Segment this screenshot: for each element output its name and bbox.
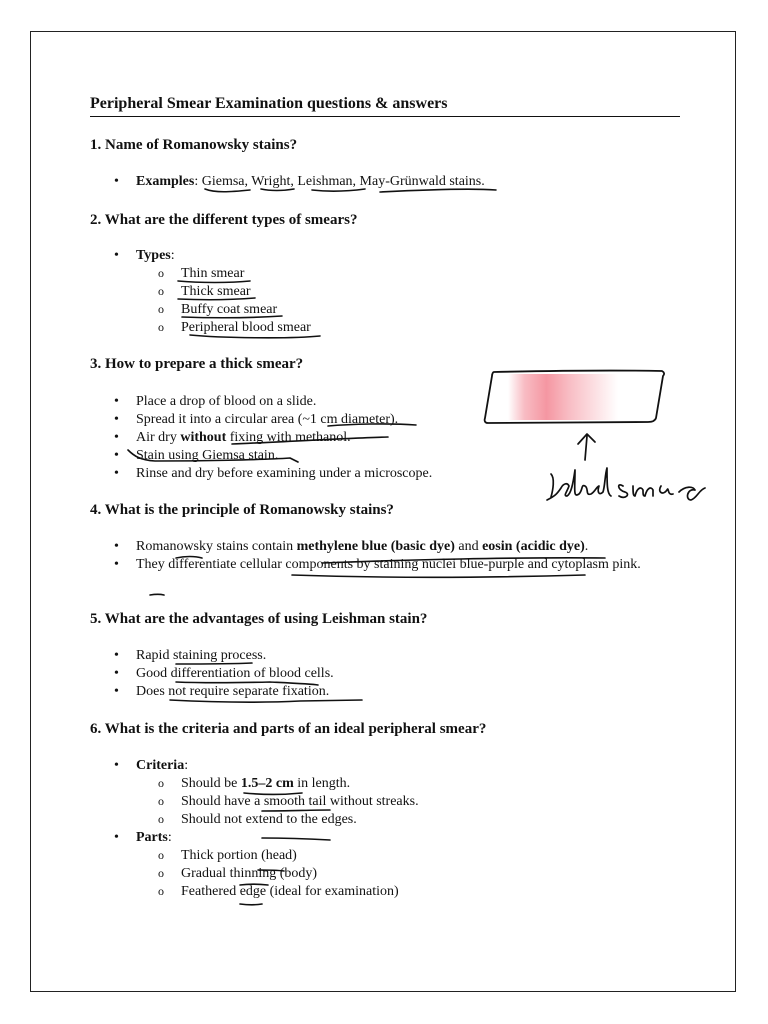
smear-types-list: [136, 265, 311, 337]
handwritten-smear: [619, 485, 705, 500]
list-item: • Stain using Giemsa stain.: [90, 447, 432, 465]
question-4-heading: 4. What is the principle of Romanowsky stains?: [90, 502, 394, 518]
document-body: [90, 94, 680, 899]
list-item: o Should be 1.5–2 cm in length.: [136, 775, 419, 793]
question-6-list: [90, 757, 419, 901]
criteria-list: [136, 775, 419, 829]
list-item: • Spread it into a circular area (~1 cm diameter).: [90, 411, 432, 429]
question-6-heading: 6. What is the criteria and parts of an ideal peripheral smear?: [90, 721, 487, 737]
question-1-list: [90, 173, 485, 191]
list-item: • Types: o Thin smear o Thick smear o Buffy coat smear o Peripheral blood smear: [90, 247, 311, 337]
list-item: o Should not extend to the edges.: [136, 811, 419, 829]
page-title: Peripheral Smear Examination questions & answers: [90, 94, 680, 117]
list-item: • Good differentiation of blood cells.: [90, 665, 334, 683]
list-item: o Should have a smooth tail without streaks.: [136, 793, 419, 811]
list-item: • Place a drop of blood on a slide.: [90, 393, 432, 411]
list-item: o Gradual thinning (body): [136, 865, 419, 883]
list-item: • Rinse and dry before examining under a microscope.: [90, 465, 432, 483]
question-2-list: [90, 247, 311, 337]
question-2-heading: 2. What are the different types of smears?: [90, 212, 358, 228]
list-item: • They differentiate cellular components by staining nuclei blue-purple and cytoplasm pink.: [90, 556, 650, 574]
list-item: • Rapid staining process.: [90, 647, 334, 665]
question-3-heading: 3. How to prepare a thick smear?: [90, 356, 304, 372]
handwritten-note: [545, 430, 710, 505]
list-item: o Buffy coat smear: [136, 301, 311, 319]
question-3-list: [90, 393, 432, 483]
handwritten-ideal: [547, 468, 611, 500]
list-item: o Thin smear: [136, 265, 311, 283]
list-item: • Criteria: o Should be 1.5–2 cm in length. o Should have a smooth tail without streaks. o Should not extend to the edges.: [90, 757, 419, 829]
question-5-heading: 5. What are the advantages of using Leishman stain?: [90, 611, 428, 627]
question-5-list: [90, 647, 334, 701]
list-item: • Does not require separate fixation.: [90, 683, 334, 701]
list-item: o Thick portion (head): [136, 847, 419, 865]
arrow-up-icon: [578, 434, 595, 460]
list-item: • Parts: o Thick portion (head) o Gradual thinning (body) o Feathered edge (ideal for examination): [90, 829, 419, 901]
blood-smear-shape: [508, 374, 618, 420]
question-4-list: [90, 538, 650, 574]
list-item: • Romanowsky stains contain methylene blue (basic dye) and eosin (acidic dye).: [90, 538, 650, 556]
parts-list: [136, 847, 419, 901]
list-item: • Air dry without fixing with methanol.: [90, 429, 432, 447]
list-item: o Thick smear: [136, 283, 311, 301]
list-item: o Feathered edge (ideal for examination): [136, 883, 419, 901]
list-item: o Peripheral blood smear: [136, 319, 311, 337]
list-item: • Examples: Giemsa, Wright, Leishman, May-Grünwald stains.: [90, 173, 485, 191]
question-1-heading: 1. Name of Romanowsky stains?: [90, 137, 298, 153]
slide-sketch-drawing: [480, 366, 670, 428]
